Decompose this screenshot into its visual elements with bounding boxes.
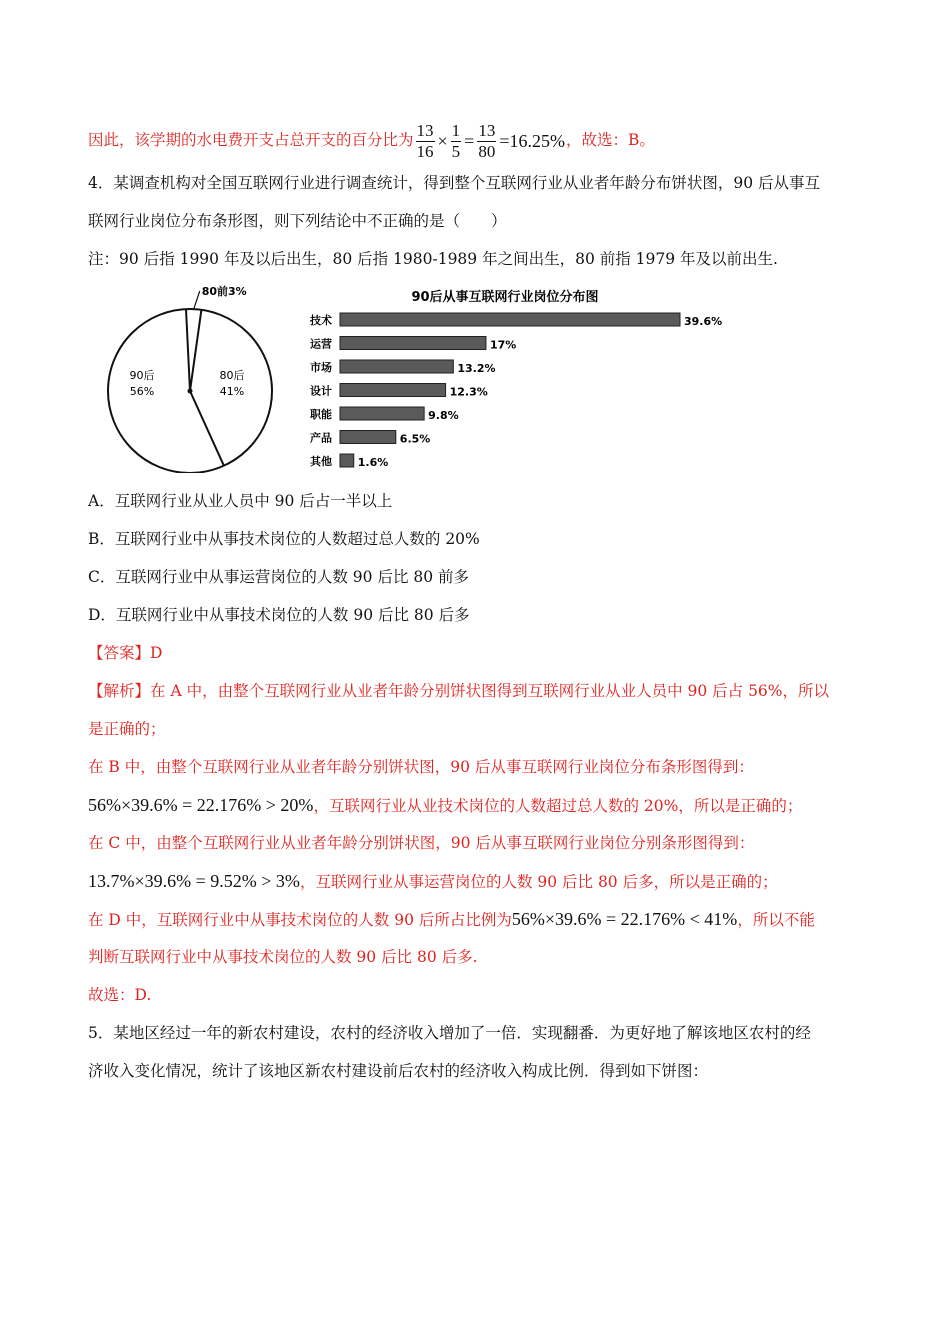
bar-value-label: 6.5% [399,432,431,446]
prev-answer-prefix: 因此，该学期的水电费开支占总开支的百分比为 [88,131,414,149]
fraction-1: $\frac{13}{16}$ [416,120,434,161]
q4-option-c: C．互联网行业中从事运营岗位的人数 90 后比 80 前多 [88,568,470,586]
bar [340,360,453,373]
q5-stem-line-1: 5．某地区经过一年的新农村建设，农村的经济收入增加了一倍．实现翻番．为更好地了解该地区农村的经 [88,1024,811,1042]
q4-analysis-line-3: 在 B 中，由整个互联网行业从业者年龄分别饼状图，90 后从事互联网行业岗位分布条形图得到： [88,758,754,776]
analysis-tag: 【解析】 [88,682,151,700]
q4-stem-line-1: 4．某调查机构对全国互联网行业进行调查统计，得到整个互联网行业从业者年龄分布饼状图，90 后从事互 [88,174,821,192]
fraction-2: $\frac{1}{5}$ [451,120,461,161]
bar [340,384,446,397]
times-sign: × [437,131,448,151]
bar-value-label: 39.6% [684,315,723,328]
q4-analysis-line-5: 在 C 中，由整个互联网行业从业者年龄分别饼状图，90 后从事互联网行业岗位分别条形图得到： [88,834,755,852]
math-expression-d: 56%×39.6% = 22.176% < 41% [511,909,738,929]
bar-category-label: 设计 [310,384,332,398]
analysis-text-6: ，互联网行业从事运营岗位的人数 90 后比 80 后多，所以是正确的； [299,873,778,891]
fraction-3: $\frac{13}{80}$ [478,120,496,161]
age-pie-chart [108,284,272,473]
q4-option-b: B．互联网行业中从事技术岗位的人数超过总人数的 20% [88,530,480,548]
pie-slice-label-80qian: 80前3% [201,285,247,298]
analysis-text-7: 在 D 中，互联网行业中从事技术岗位的人数 90 后所占比例为 [88,911,512,929]
bar-category-label: 产品 [310,431,332,445]
equals-sign: = [464,131,475,151]
q4-analysis-line-1 [88,680,829,702]
bar-category-label: 市场 [310,361,332,374]
answer-value: D [150,644,163,662]
bar [340,407,424,420]
bar [340,454,354,467]
q4-option-d: D．互联网行业中从事技术岗位的人数 90 后比 80 后多 [88,606,470,624]
bar-value-label: 1.6% [357,456,389,469]
q4-answer [88,642,162,664]
bar-value-label: 17% [489,338,517,352]
math-expression-b: 56%×39.6% = 22.176% > 20% [88,795,314,815]
q4-analysis-line-2: 是正确的； [88,720,166,738]
pie-slice-value: 41% [219,385,245,398]
pie-slice-value: 56% [129,385,155,398]
pie-center [188,389,193,394]
answer-tag: 【答案】 [88,644,151,662]
bar-value-label: 12.3% [449,385,488,399]
bar [340,313,680,326]
analysis-text-1: 在 A 中，由整个互联网行业从业者年龄分别饼状图得到互联网行业从业人员中 90 后占 56%，所以 [150,682,830,700]
job-bar-chart [309,289,722,469]
math-expression-c: 13.7%×39.6% = 9.52% > 3% [88,871,300,891]
q4-note: 注：90 后指 1990 年及以后出生，80 后指 1980-1989 年之间出生，80 前指 1979 年及以前出生. [88,250,778,268]
analysis-text-4: ，互联网行业从业技术岗位的人数超过总人数的 20%，所以是正确的； [313,797,803,815]
q4-analysis-line-4 [88,794,802,817]
pie-callout-line [194,291,200,309]
bar-value-label: 9.8% [428,409,459,422]
prev-answer-suffix: ，故选：B。 [565,131,655,149]
pie-slice-label: 90后 [129,369,155,382]
result-value: =16.25% [499,131,565,151]
prev-answer-line [88,120,655,162]
bar [340,337,486,350]
bar-category-label: 其他 [310,455,332,468]
q4-option-a: A．互联网行业从业人员中 90 后占一半以上 [88,492,393,510]
q4-stem-line-2: 联网行业岗位分布条形图，则下列结论中不正确的是（ ） [88,212,507,230]
bar-category-label: 运营 [310,337,332,351]
bar-chart-title: 90后从事互联网行业岗位分布图 [411,290,599,305]
analysis-text-7-tail: ，所以不能 [737,911,815,929]
bar [340,431,396,444]
q5-stem-line-2: 济收入变化情况，统计了该地区新农村建设前后农村的经济收入构成比例．得到如下饼图： [88,1062,709,1080]
q4-conclusion: 故选：D. [88,986,152,1004]
bar-category-label: 技术 [310,314,332,327]
q4-charts [100,283,740,473]
pie-slice-label: 80后 [219,369,245,382]
bar-value-label: 13.2% [457,362,496,375]
q4-analysis-line-6 [88,870,778,893]
q4-analysis-line-8: 判断互联网行业中从事技术岗位的人数 90 后比 80 后多. [88,948,478,966]
bar-category-label: 职能 [310,408,332,421]
q4-analysis-line-7 [88,908,815,931]
